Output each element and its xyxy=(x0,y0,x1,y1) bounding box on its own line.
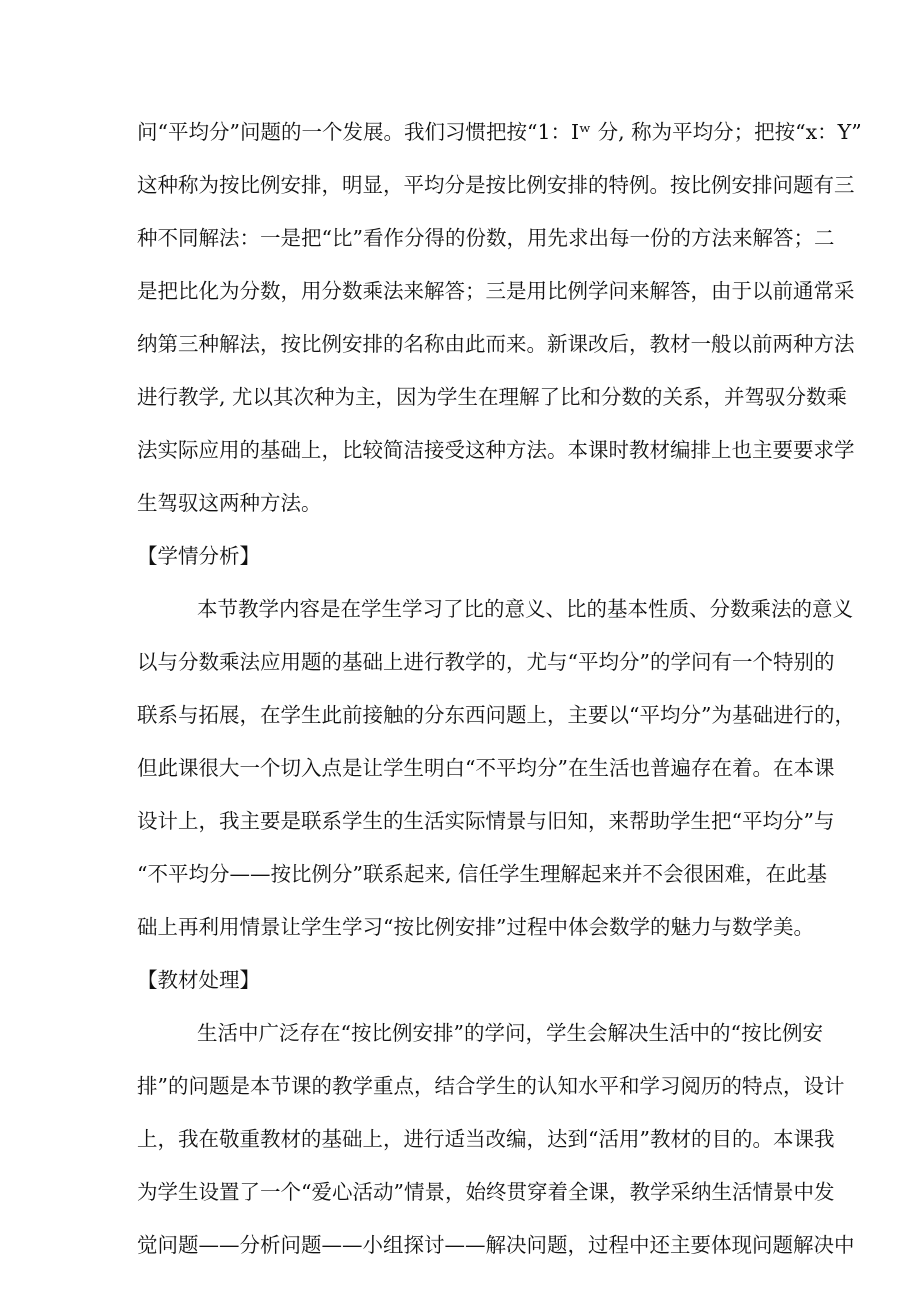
paragraph-line: 问“平均分”问题的一个发展。我们习惯把按“1：Iʷ 分, 称为平均分；把按“x：Y” xyxy=(137,120,862,144)
paragraph-line: 种不同解法：一是把“比”看作分得的份数，用先求出每一份的方法来解答；二 xyxy=(137,226,835,250)
section-heading-material-handling: 【教材处理】 xyxy=(137,968,260,992)
paragraph-line: 这种称为按比例安排，明显，平均分是按比例安排的特例。按比例安排问题有三 xyxy=(137,173,855,197)
paragraph-line: 上，我在敬重教材的基础上，进行适当改编，达到“活用”教材的目的。本课我 xyxy=(137,1127,835,1151)
paragraph-line: 础上再利用情景让学生学习“按比例安排”过程中体会数学的魅力与数学美。 xyxy=(137,915,814,939)
paragraph-line: 进行教学, 尤以其次种为主，因为学生在理解了比和分数的关系，并驾驭分数乘 xyxy=(137,385,848,409)
paragraph-line: 联系与拓展，在学生此前接触的分东西问题上，主要以“平均分”为基础进行的， xyxy=(137,703,855,727)
paragraph-line: 排”的问题是本节课的教学重点，结合学生的认知水平和学习阅历的特点，设计 xyxy=(137,1074,845,1098)
paragraph-line: 为学生设置了一个“爱心活动”情景，始终贯穿着全课，教学采纳生活情景中发 xyxy=(137,1180,835,1204)
paragraph-line: 以与分数乘法应用题的基础上进行教学的，尤与“平均分”的学问有一个特别的 xyxy=(137,650,835,674)
paragraph-line: “不平均分——按比例分”联系起来, 信任学生理解起来并不会很困难，在此基 xyxy=(137,862,827,886)
section-heading-learning-analysis: 【学情分析】 xyxy=(137,544,260,568)
paragraph-line: 生活中广泛存在“按比例安排”的学问，学生会解决生活中的“按比例安 xyxy=(197,1021,823,1045)
paragraph-line: 设计上，我主要是联系学生的生活实际情景与旧知，来帮助学生把“平均分”与 xyxy=(137,809,835,833)
paragraph-line: 但此课很大一个切入点是让学生明白“不平均分”在生活也普遍存在着。在本课 xyxy=(137,756,835,780)
paragraph-line: 法实际应用的基础上，比较简洁接受这种方法。本课时教材编排上也主要要求学 xyxy=(137,438,855,462)
paragraph-line: 生驾驭这两种方法。 xyxy=(137,491,322,515)
paragraph-line: 是把比化为分数，用分数乘法来解答；三是用比例学问来解答，由于以前通常采 xyxy=(137,279,855,303)
paragraph-line: 本节教学内容是在学生学习了比的意义、比的基本性质、分数乘法的意义 xyxy=(197,597,853,621)
paragraph-line: 纳第三种解法，按比例安排的名称由此而来。新课改后，教材一般以前两种方法 xyxy=(137,332,855,356)
paragraph-line: 觉问题——分析问题——小组探讨——解决问题，过程中还主要体现问题解决中 xyxy=(137,1233,855,1257)
